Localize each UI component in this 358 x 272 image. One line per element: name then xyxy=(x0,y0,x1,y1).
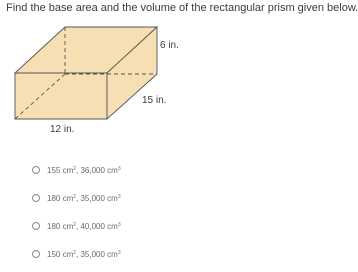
answer-choice-3[interactable] xyxy=(32,218,121,234)
radio-button-icon[interactable] xyxy=(32,166,40,174)
height-label: 6 in. xyxy=(160,40,179,51)
answer-choice-2[interactable] xyxy=(32,190,121,206)
depth-label: 15 in. xyxy=(142,95,167,106)
width-label: 12 in. xyxy=(50,124,75,135)
answer-choice-1[interactable] xyxy=(32,162,121,178)
answer-choice-text: 150 $cm^2$, 35,000 $cm^3$ xyxy=(47,249,121,259)
radio-button-icon[interactable] xyxy=(32,250,40,258)
prism-front-face xyxy=(15,73,107,119)
radio-button-icon[interactable] xyxy=(32,194,40,202)
answer-choice-4[interactable] xyxy=(32,246,121,262)
answer-choice-text: 155 $cm^2$, 36,000 $cm^3$ xyxy=(47,165,121,175)
answer-choice-text: 180 $cm^2$, 40,000 $cm^3$ xyxy=(47,221,121,231)
answer-choice-text: 180 $cm^2$, 35,000 $cm^3$ xyxy=(47,193,121,203)
question-text: Find the base area and the volume of the rectangular prism given below. xyxy=(6,2,358,14)
radio-button-icon[interactable] xyxy=(32,222,40,230)
